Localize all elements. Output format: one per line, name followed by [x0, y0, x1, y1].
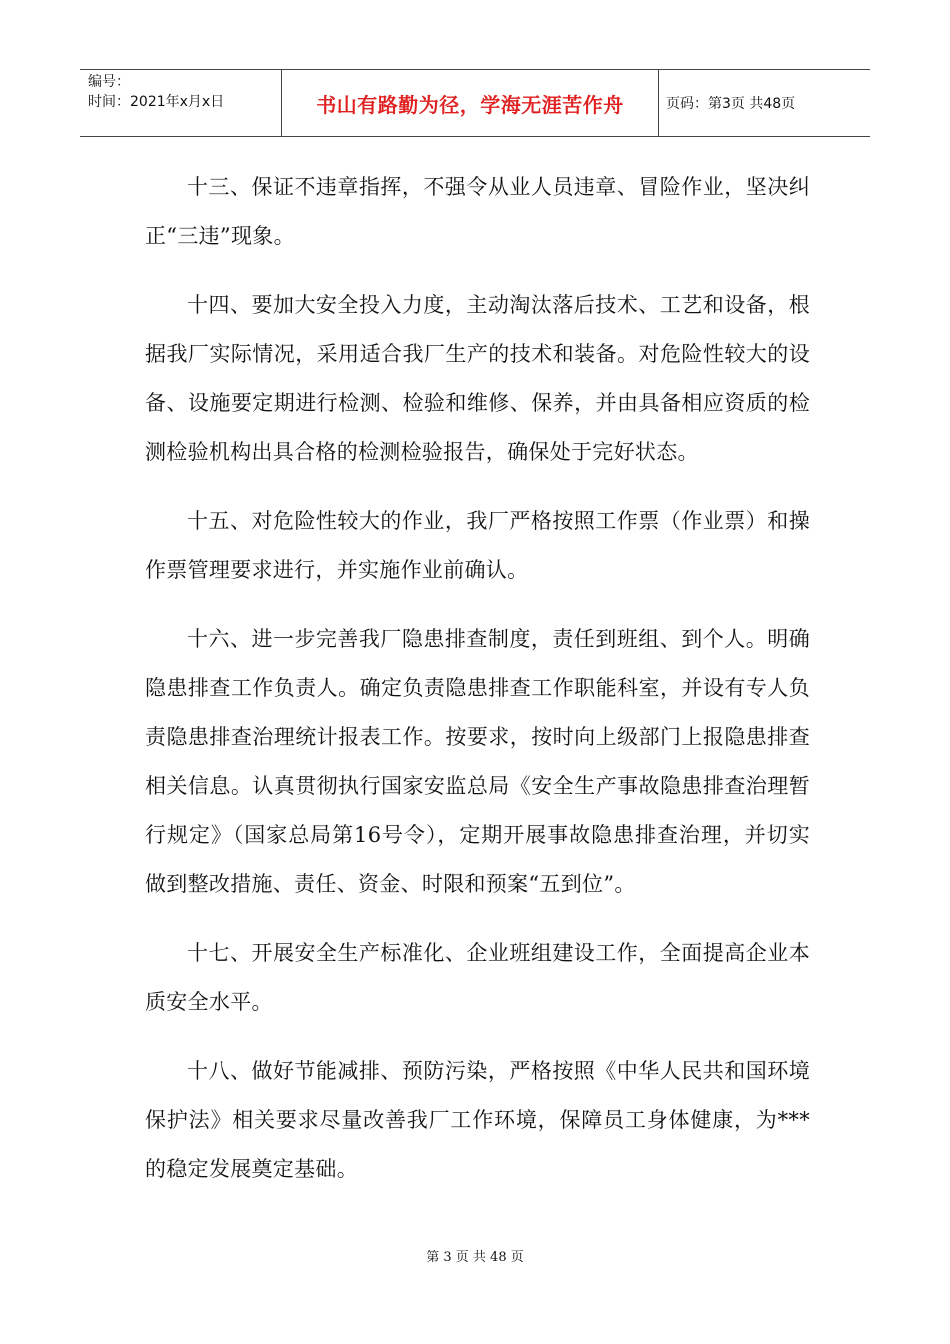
paragraph-15: 十五、对危险性较大的作业，我厂严格按照工作票（作业票）和操作票管理要求进行，并实施作业前确认。	[145, 509, 810, 582]
paragraph-18: 十八、做好节能减排、预防污染，严格按照《中华人民共和国环境保护法》相关要求尽量改善我厂工作环境，保障员工身体健康，为***的稳定发展奠定基础。	[145, 1059, 810, 1181]
paragraph-14: 十四、要加大安全投入力度，主动淘汰落后技术、工艺和设备，根据我厂实际情况，采用适合我厂生产的技术和装备。对危险性较大的设备、设施要定期进行检测、检验和维修、保养，并由具备相应资质的检测检验机构出具合格的检测检验报告，确保处于完好状态。	[145, 293, 810, 464]
paragraph-16: 十六、进一步完善我厂隐患排查制度，责任到班组、到个人。明确隐患排查工作负责人。确定负责隐患排查工作职能科室，并设有专人负责隐患排查治理统计报表工作。按要求，按时向上级部门上报隐患排查相关信息。认真贯彻执行国家安监总局《安全生产事故隐患排查治理暂行规定》（国家总局第16号令），定期开展事故隐患排查治理，并切实做到整改措施、责任、资金、时限和预案“五到位”。	[145, 627, 810, 896]
document-body	[145, 163, 810, 1214]
time-label: 时间：2021年x月x日	[88, 94, 225, 110]
header-motto: 书山有路勤为径，学海无涯苦作舟	[282, 70, 659, 136]
header-page-code: 页码：第3页 共48页	[666, 96, 796, 112]
paragraph-13: 十三、保证不违章指挥，不强令从业人员违章、冒险作业，坚决纠正“三违”现象。	[145, 175, 810, 248]
number-label: 编号：	[88, 74, 130, 90]
paragraph-17: 十七、开展安全生产标准化、企业班组建设工作，全面提高企业本质安全水平。	[145, 941, 810, 1014]
page-footer: 第 3 页 共 48 页	[426, 1250, 524, 1265]
header-meta	[80, 70, 282, 136]
page-header	[80, 69, 870, 137]
